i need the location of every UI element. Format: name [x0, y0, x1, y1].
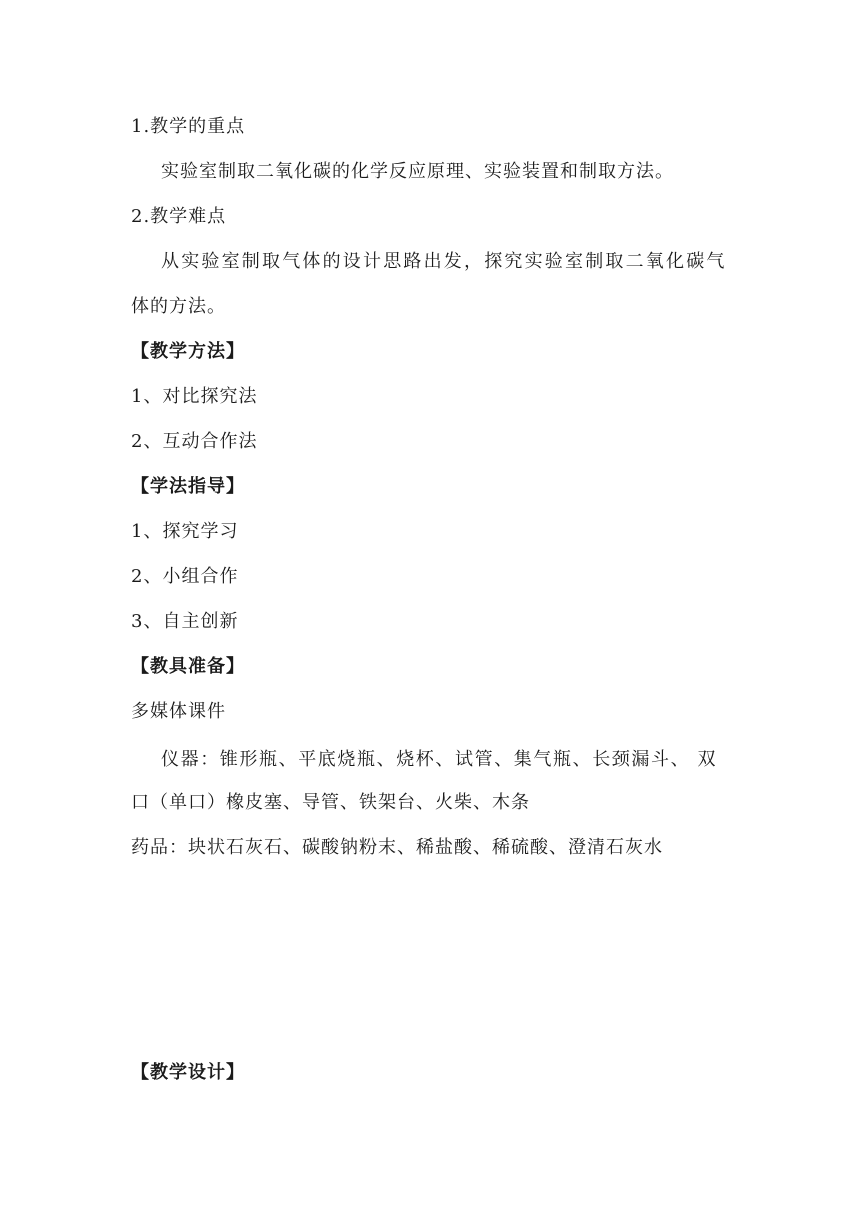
difficult-points-text-line2: 体的方法。 [131, 296, 226, 317]
key-points-text: 实验室制取二氧化碳的化学反应原理、实验装置和制取方法。 [161, 161, 674, 182]
difficult-points-heading: 2.教学难点 [131, 206, 227, 227]
teaching-design-heading: 【教学设计】 [131, 1062, 245, 1083]
teaching-aids-heading: 【教具准备】 [131, 656, 245, 677]
teaching-method-item: 1、对比探究法 [131, 386, 258, 407]
difficult-points-text-line1: 从实验室制取气体的设计思路出发，探究实验室制取二氧化碳气 [161, 251, 727, 272]
study-guidance-item: 2、小组合作 [131, 566, 239, 587]
key-points-heading: 1.教学的重点 [131, 116, 246, 137]
study-guidance-heading: 【学法指导】 [131, 476, 245, 497]
teaching-aids-instruments-line1: 仪器：锥形瓶、平底烧瓶、烧杯、试管、集气瓶、长颈漏斗、 双 [161, 749, 718, 770]
teaching-aids-instruments-line2: 口（单口）橡皮塞、导管、铁架台、火柴、木条 [131, 792, 530, 813]
teaching-method-item: 2、互动合作法 [131, 431, 258, 452]
teaching-methods-heading: 【教学方法】 [131, 341, 245, 362]
teaching-aids-multimedia: 多媒体课件 [131, 701, 226, 722]
study-guidance-item: 1、探究学习 [131, 521, 239, 542]
teaching-aids-reagents: 药品：块状石灰石、碳酸钠粉末、稀盐酸、稀硫酸、澄清石灰水 [131, 837, 663, 858]
study-guidance-item: 3、自主创新 [131, 611, 239, 632]
